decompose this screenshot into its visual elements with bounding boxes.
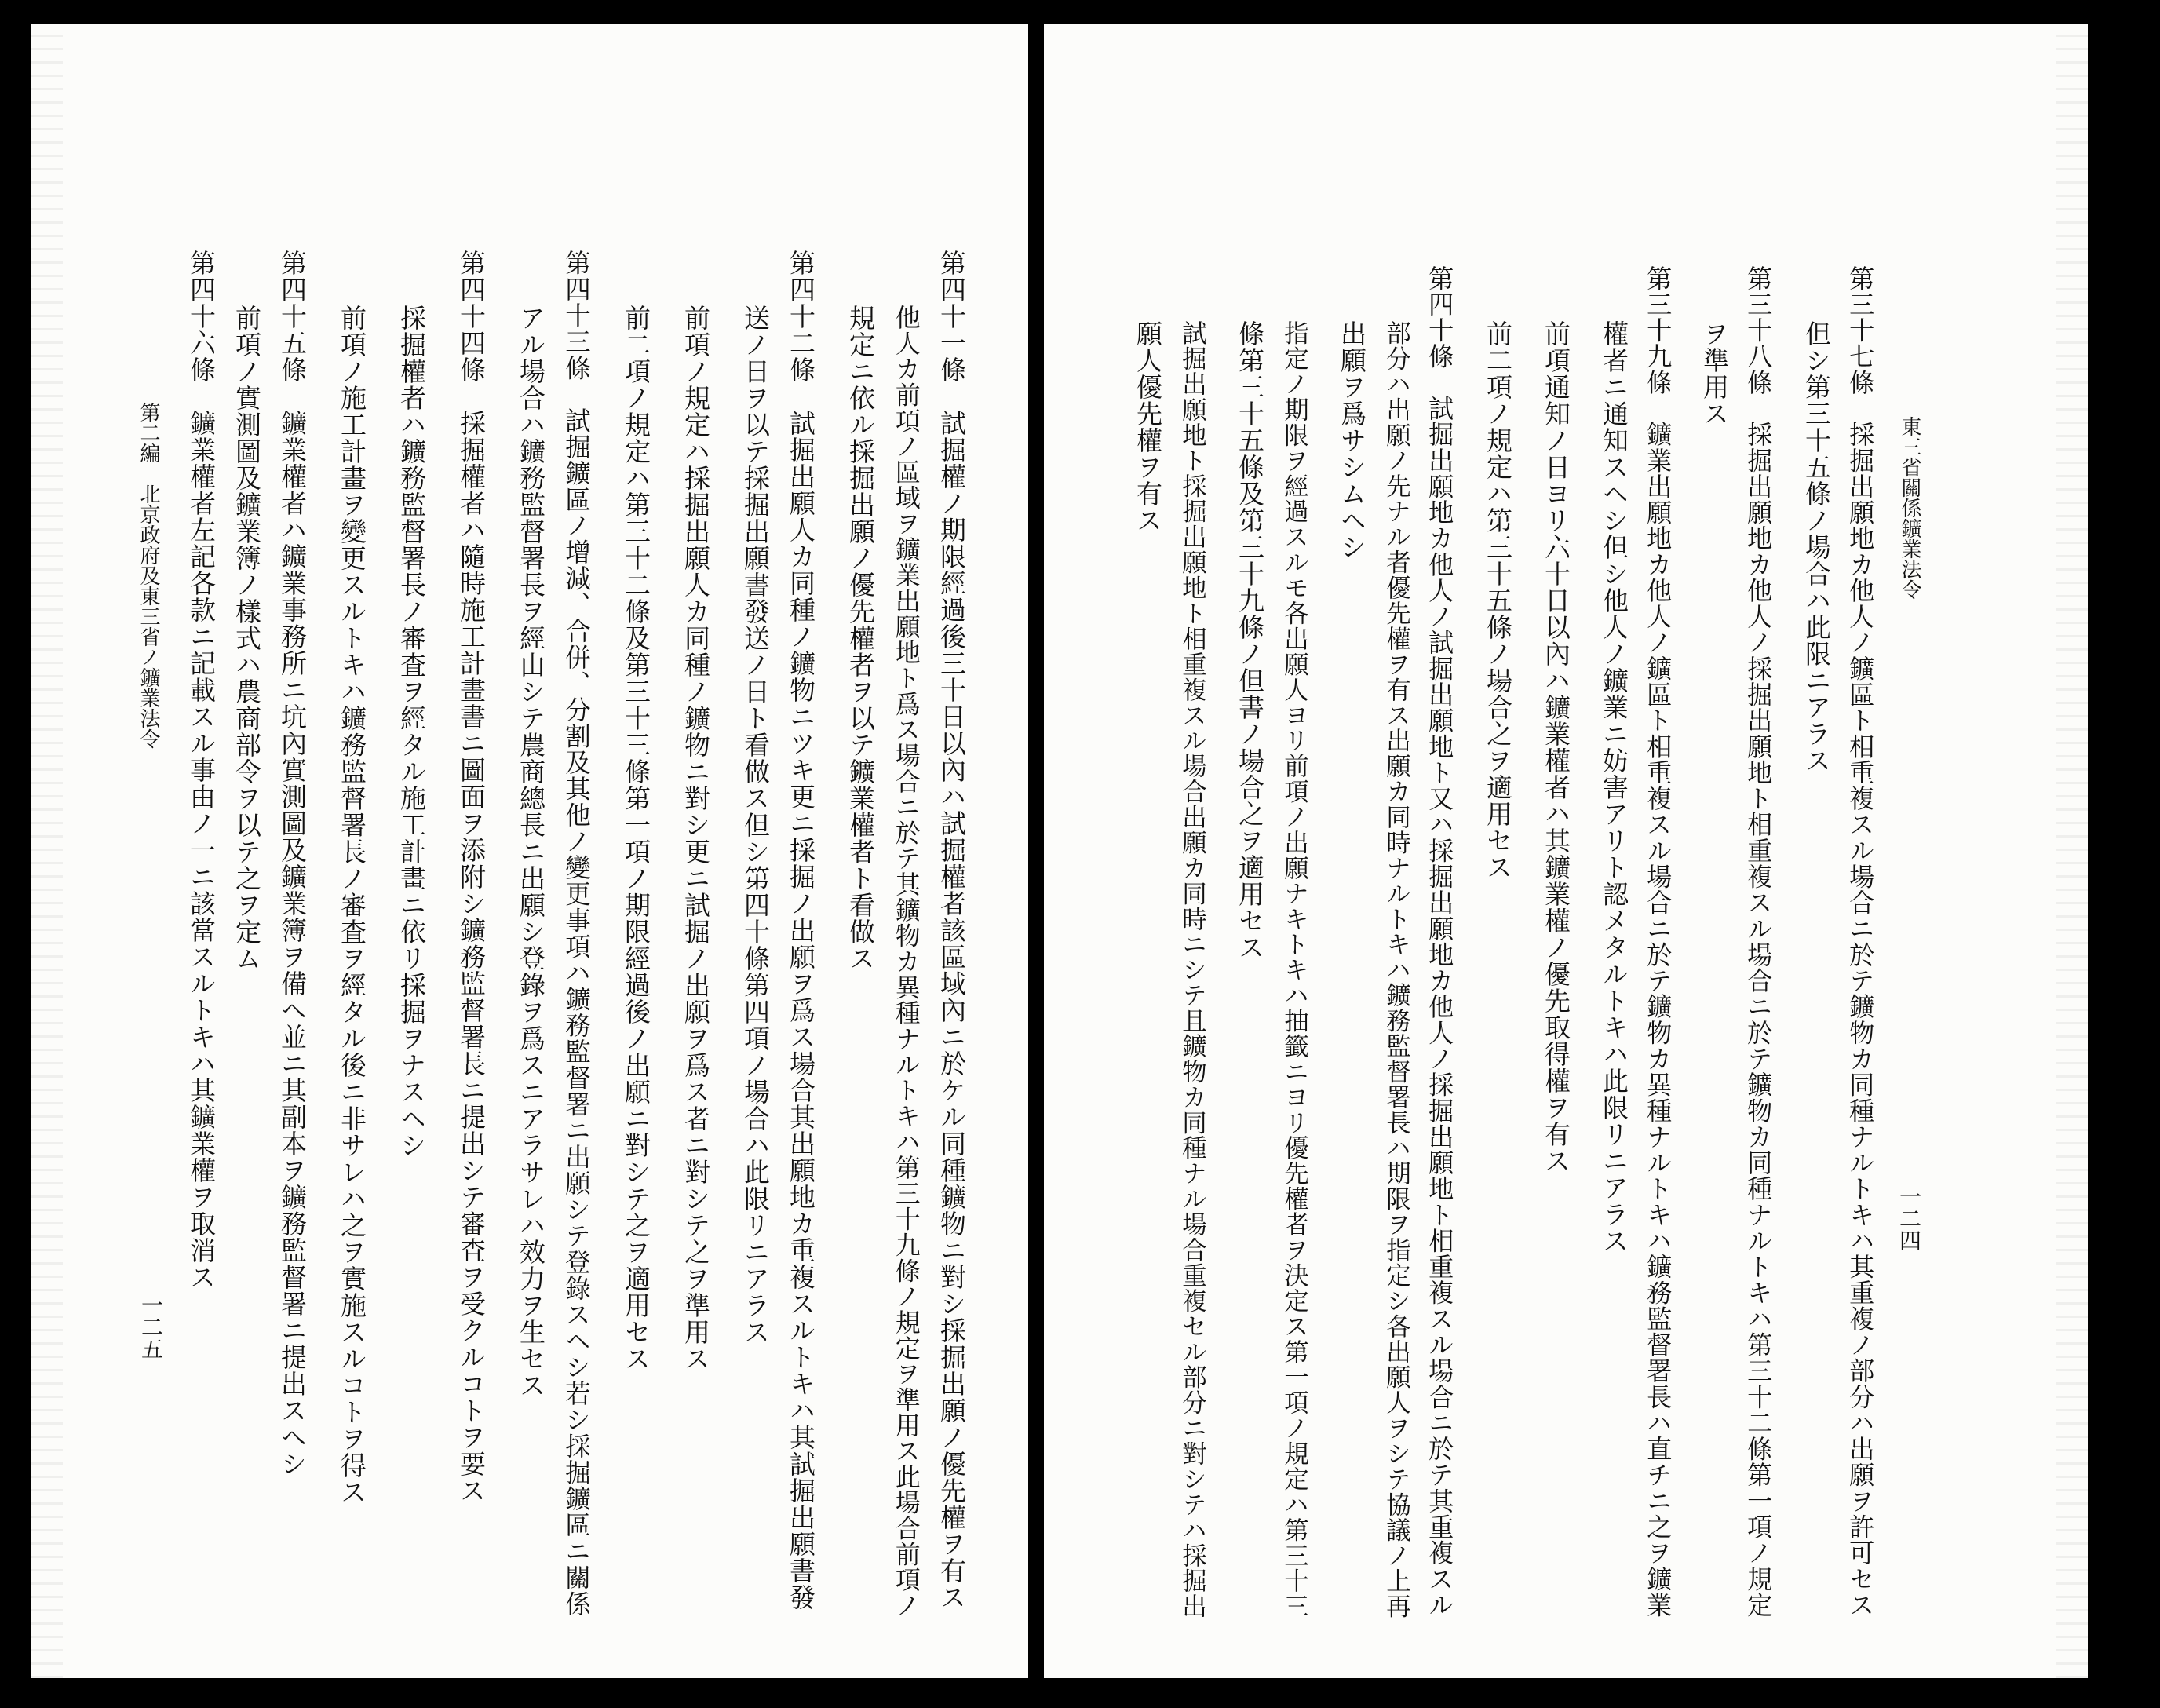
text-line: 前項ノ實測圖及鑛業簿ノ樣式ハ農商部令ヲ以テ之ヲ定ム [232,305,262,972]
text-line: 送ノ日ヲ以テ採掘出願書發送ノ日ト看做ス但シ第四十條第四項ノ場合ハ此限リニアラス [740,305,771,1345]
text-line: 第四十一條 試掘權ノ期限經過後三十日以內ハ試掘權者該區域內ニ於ケル同種鑛物ニ對シ採掘出願ノ優先權ヲ有ス [936,250,967,1611]
text-line: 採掘權者ハ鑛務監督署長ノ審査ヲ經タル施工計畫ニ依リ採掘ヲナスヘシ [396,305,427,1159]
text-line: 但シ第三十五條ノ場合ハ此限ニアラス [1801,320,1832,774]
text-line: 出願ヲ爲サシムヘシ [1337,320,1367,560]
text-line: アル場合ハ鑛務監督署長ヲ經由シテ農商總長ニ出願シ登錄ヲ爲スニアラサレハ效力ヲ生セス [516,305,546,1399]
text-line: 部分ハ出願ノ先ナル者優先權ヲ有ス出願カ同時ナルトキハ鑛務監督署長ハ期限ヲ指定シ各出願人ヲシテ協議ノ上再 [1381,320,1410,1619]
text-line: 第三十九條 鑛業出願地カ他人ノ鑛區ト相重複スル場合ニ於テ鑛物カ異種ナルトキハ鑛務監督署長ハ直チニ之ヲ鑛業 [1643,265,1673,1619]
page-number: 一二四 [1896,1185,1922,1251]
page-number: 一二五 [138,1294,164,1359]
text-line: 願人優先權ヲ有ス [1133,320,1163,534]
text-line: 規定ニ依ル採掘出願ノ優先權者ヲ以テ鑛業權者ト看做ス [845,305,876,972]
page-edge [31,24,63,1678]
running-footer: 第二編 北京政府及東三省ノ鑛業法令 [137,402,160,749]
text-line: 試掘出願地ト採掘出願地ト相重複スル場合出願カ同時ニシテ且鑛物カ同種ナル場合重複セル部分ニ對シテハ採掘出 [1177,320,1206,1619]
text-line: 第三十七條 採掘出願地カ他人ノ鑛區ト相重複スル場合ニ於テ鑛物カ同種ナルトキハ其重複ノ部分ハ出願ヲ許可セス [1845,265,1876,1619]
text-line: 權者ニ通知スヘシ但シ他人ノ鑛業ニ妨害アリト認メタルトキハ此限リニアラス [1599,320,1629,1254]
text-line: 指定ノ期限ヲ經過スルモ各出願人ヨリ前項ノ出願ナキトキハ抽籤ニヨリ優先權者ヲ決定ス第一項ノ規定ハ第三十三 [1279,320,1308,1619]
text-line: 第四十六條 鑛業權者左記各款ニ記載スル事由ノ一ニ該當スルトキハ其鑛業權ヲ取消ス [186,250,217,1290]
text-line: 第四十條 試掘出願地カ他人ノ試掘出願地ト又ハ採掘出願地カ他人ノ採掘出願地ト相重複スル場合ニ於テ其重複スル [1425,265,1455,1619]
running-header: 東三省關係鑛業法令 [1898,416,1921,600]
text-line: 第四十二條 試掘出願人カ同種ノ鑛物ニツキ更ニ採掘ノ出願ヲ爲ス場合其出願地カ重複スルトキハ其試掘出願書發 [786,250,816,1611]
text-line: 前項ノ施工計畫ヲ變更スルトキハ鑛務監督署長ノ審査ヲ經タル後ニ非サレハ之ヲ實施スルコトヲ得ス [337,305,367,1505]
text-line: 前項通知ノ日ヨリ六十日以內ハ鑛業權者ハ其鑛業權ノ優先取得權ヲ有ス [1541,320,1571,1174]
text-line: 第四十五條 鑛業權者ハ鑛業事務所ニ坑內實測圖及鑛業簿ヲ備ヘ並ニ其副本ヲ鑛務監督署ニ提出スヘシ [277,250,308,1477]
text-line: 他人カ前項ノ區域ヲ鑛業出願地ト爲ス場合ニ於テ其鑛物カ異種ナルトキハ第三十九條ノ規定ヲ準用ス此場合前項ノ [891,305,921,1619]
text-line: 第三十八條 採掘出願地カ他人ノ採掘出願地ト相重複スル場合ニ於テ鑛物カ同種ナルトキハ第三十二條第一項ノ規定 [1743,265,1774,1619]
text-line: 前二項ノ規定ハ第三十五條ノ場合之ヲ適用セス [1483,320,1513,881]
text-line: 第四十四條 採掘權者ハ隨時施工計畫書ニ圖面ヲ添附シ鑛務監督署長ニ提出シテ審査ヲ受クルコトヲ要ス [456,250,487,1504]
text-line: 條第三十五條及第三十九條ノ但書ノ場合之ヲ適用セス [1235,320,1265,961]
page-edge [2056,24,2088,1678]
book-spine [1028,24,1045,1678]
text-line: 第四十三條 試掘鑛區ノ增減、合併、分割及其他ノ變更事項ハ鑛務監督署ニ出願シテ登錄スヘシ若シ採掘鑛區ニ關係 [561,250,592,1617]
text-line: 前二項ノ規定ハ第三十二條及第三十三條第一項ノ期限經過後ノ出願ニ對シテ之ヲ適用セス [621,305,651,1372]
text-line: ヲ準用ス [1699,320,1730,427]
text-line: 前項ノ規定ハ採掘出願人カ同種ノ鑛物ニ對シ更ニ試掘ノ出願ヲ爲ス者ニ對シテ之ヲ準用ス [680,305,711,1372]
